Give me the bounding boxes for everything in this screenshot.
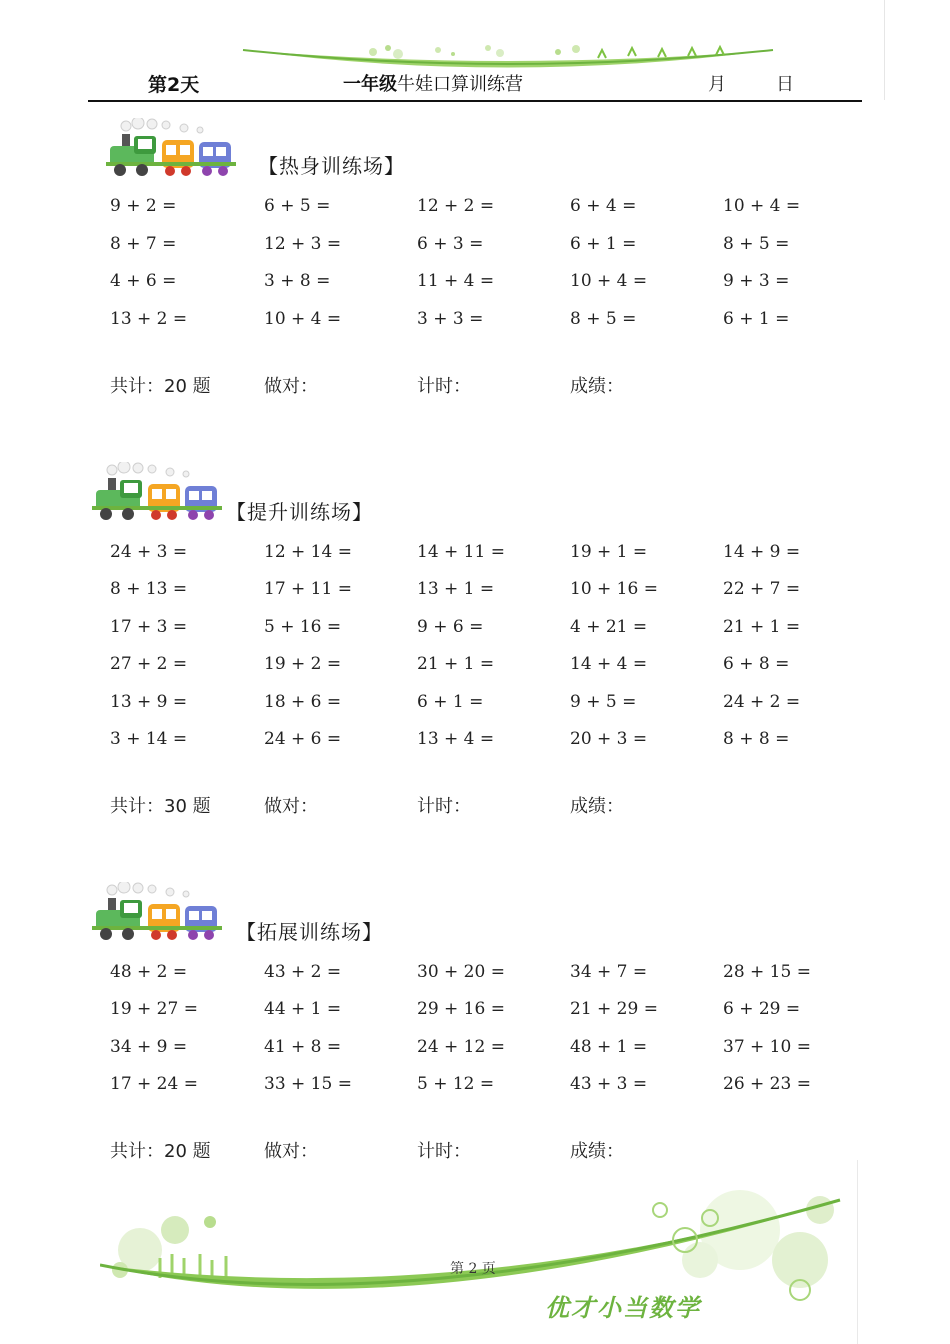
page-edge-line — [884, 0, 885, 100]
math-problem: 24 + 3 = — [110, 542, 188, 562]
problem-row — [110, 999, 870, 1025]
math-problem: 33 + 15 = — [264, 1073, 352, 1094]
train-icon — [90, 882, 225, 948]
math-problem: 12 + 3 = — [264, 233, 342, 254]
math-problem: 10 + 4 = — [264, 308, 342, 329]
math-problem: 14 + 4 = — [570, 654, 648, 675]
math-problem: 4 + 21 = — [570, 616, 648, 637]
date-label: 日 — [776, 74, 794, 95]
math-problem: 41 + 8 = — [264, 1036, 342, 1057]
timer-label: 计时： — [417, 796, 471, 817]
brand-logo: 优才小当数学 — [545, 1294, 701, 1322]
math-problem: 48 + 2 = — [110, 962, 188, 982]
math-problem: 28 + 15 = — [723, 962, 811, 982]
math-problem: 3 + 3 = — [417, 308, 484, 329]
math-problem: 19 + 1 = — [570, 542, 648, 562]
section-title: 【提升训练场】 — [226, 500, 373, 524]
problem-row — [110, 196, 870, 222]
math-problem: 21 + 29 = — [570, 999, 658, 1020]
math-problem: 19 + 27 = — [110, 999, 198, 1020]
problem-row — [110, 309, 870, 335]
stats-row — [110, 1137, 870, 1163]
timer-label: 计时： — [417, 376, 471, 397]
math-problem: 8 + 5 = — [723, 233, 790, 254]
correct-label: 做对： — [264, 376, 318, 397]
score-label: 成绩： — [570, 376, 624, 397]
math-problem: 10 + 4 = — [570, 271, 648, 291]
math-problem: 22 + 7 = — [723, 579, 801, 600]
math-problem: 12 + 2 = — [417, 196, 495, 216]
title-grade: 一年级 — [343, 74, 397, 95]
math-problem: 44 + 1 = — [264, 999, 342, 1020]
math-problem: 10 + 16 = — [570, 579, 658, 600]
problem-row — [110, 542, 870, 568]
math-problem: 8 + 7 = — [110, 233, 177, 254]
math-problem: 48 + 1 = — [570, 1036, 648, 1057]
math-problem: 17 + 3 = — [110, 616, 188, 637]
section-title: 【热身训练场】 — [258, 154, 405, 178]
math-problem: 6 + 5 = — [264, 196, 331, 216]
stats-row — [110, 372, 870, 398]
math-problem: 6 + 1 = — [570, 233, 637, 254]
header-divider — [88, 100, 862, 102]
math-problem: 17 + 24 = — [110, 1073, 198, 1094]
math-problem: 6 + 8 = — [723, 654, 790, 675]
problem-row — [110, 579, 870, 605]
math-problem: 21 + 1 = — [417, 654, 495, 675]
page-title — [343, 70, 523, 96]
math-problem: 8 + 8 = — [723, 729, 790, 749]
math-problem: 14 + 9 = — [723, 542, 801, 562]
problem-row — [110, 617, 870, 643]
math-problem: 43 + 2 = — [264, 962, 342, 982]
problem-row — [110, 234, 870, 260]
timer-label: 计时： — [417, 1141, 471, 1162]
math-problem: 6 + 1 = — [417, 691, 484, 712]
math-problem: 24 + 2 = — [723, 691, 801, 712]
math-problem: 34 + 7 = — [570, 962, 648, 982]
score-label: 成绩： — [570, 1141, 624, 1162]
math-problem: 10 + 4 = — [723, 196, 801, 216]
math-problem: 11 + 4 = — [417, 271, 495, 291]
problem-row — [110, 692, 870, 718]
problem-row — [110, 271, 870, 297]
score-label: 成绩： — [570, 796, 624, 817]
math-problem: 13 + 9 = — [110, 691, 188, 712]
month-label: 月 — [708, 74, 726, 95]
title-camp: 牛娃口算训练营 — [397, 74, 523, 95]
page-header — [88, 40, 862, 102]
problem-row — [110, 962, 870, 988]
math-problem: 8 + 5 = — [570, 308, 637, 329]
math-problem: 12 + 14 = — [264, 542, 352, 562]
math-problem: 26 + 23 = — [723, 1073, 811, 1094]
math-problem: 43 + 3 = — [570, 1073, 648, 1094]
math-problem: 3 + 8 = — [264, 271, 331, 291]
math-problem: 8 + 13 = — [110, 579, 188, 600]
math-problem: 9 + 5 = — [570, 691, 637, 712]
math-problem: 30 + 20 = — [417, 962, 505, 982]
math-problem: 18 + 6 = — [264, 691, 342, 712]
math-problem: 24 + 6 = — [264, 729, 342, 749]
train-icon — [104, 118, 239, 184]
problem-row — [110, 654, 870, 680]
total-count-label: 共计：20 题 — [110, 1141, 211, 1162]
total-count-label: 共计：20 题 — [110, 376, 211, 397]
math-problem: 9 + 6 = — [417, 616, 484, 637]
math-problem: 9 + 2 = — [110, 196, 177, 216]
math-problem: 13 + 1 = — [417, 579, 495, 600]
math-problem: 4 + 6 = — [110, 271, 177, 291]
math-problem: 20 + 3 = — [570, 729, 648, 749]
math-problem: 6 + 4 = — [570, 196, 637, 216]
math-problem: 6 + 29 = — [723, 999, 801, 1020]
math-problem: 21 + 1 = — [723, 616, 801, 637]
math-problem: 6 + 1 = — [723, 308, 790, 329]
math-problem: 34 + 9 = — [110, 1036, 188, 1057]
section-title: 【拓展训练场】 — [236, 920, 383, 944]
math-problem: 29 + 16 = — [417, 999, 505, 1020]
stats-row — [110, 792, 870, 818]
day-label: 第2天 — [148, 74, 200, 96]
math-problem: 17 + 11 = — [264, 579, 352, 600]
math-problem: 5 + 12 = — [417, 1073, 495, 1094]
math-problem: 13 + 4 = — [417, 729, 495, 749]
correct-label: 做对： — [264, 1141, 318, 1162]
problem-row — [110, 1037, 870, 1063]
math-problem: 24 + 12 = — [417, 1036, 505, 1057]
problem-row — [110, 1074, 870, 1100]
math-problem: 19 + 2 = — [264, 654, 342, 675]
math-problem: 6 + 3 = — [417, 233, 484, 254]
math-problem: 37 + 10 = — [723, 1036, 811, 1057]
math-problem: 5 + 16 = — [264, 616, 342, 637]
total-count-label: 共计：30 题 — [110, 796, 211, 817]
math-problem: 3 + 14 = — [110, 729, 188, 749]
math-problem: 9 + 3 = — [723, 271, 790, 291]
grass-footer-icon — [100, 1170, 860, 1344]
train-icon — [90, 462, 225, 528]
problem-row — [110, 729, 870, 755]
math-problem: 13 + 2 = — [110, 308, 188, 329]
math-problem: 14 + 11 = — [417, 542, 505, 562]
math-problem: 27 + 2 = — [110, 654, 188, 675]
correct-label: 做对： — [264, 796, 318, 817]
page-number: 第 2 页 — [450, 1261, 496, 1277]
